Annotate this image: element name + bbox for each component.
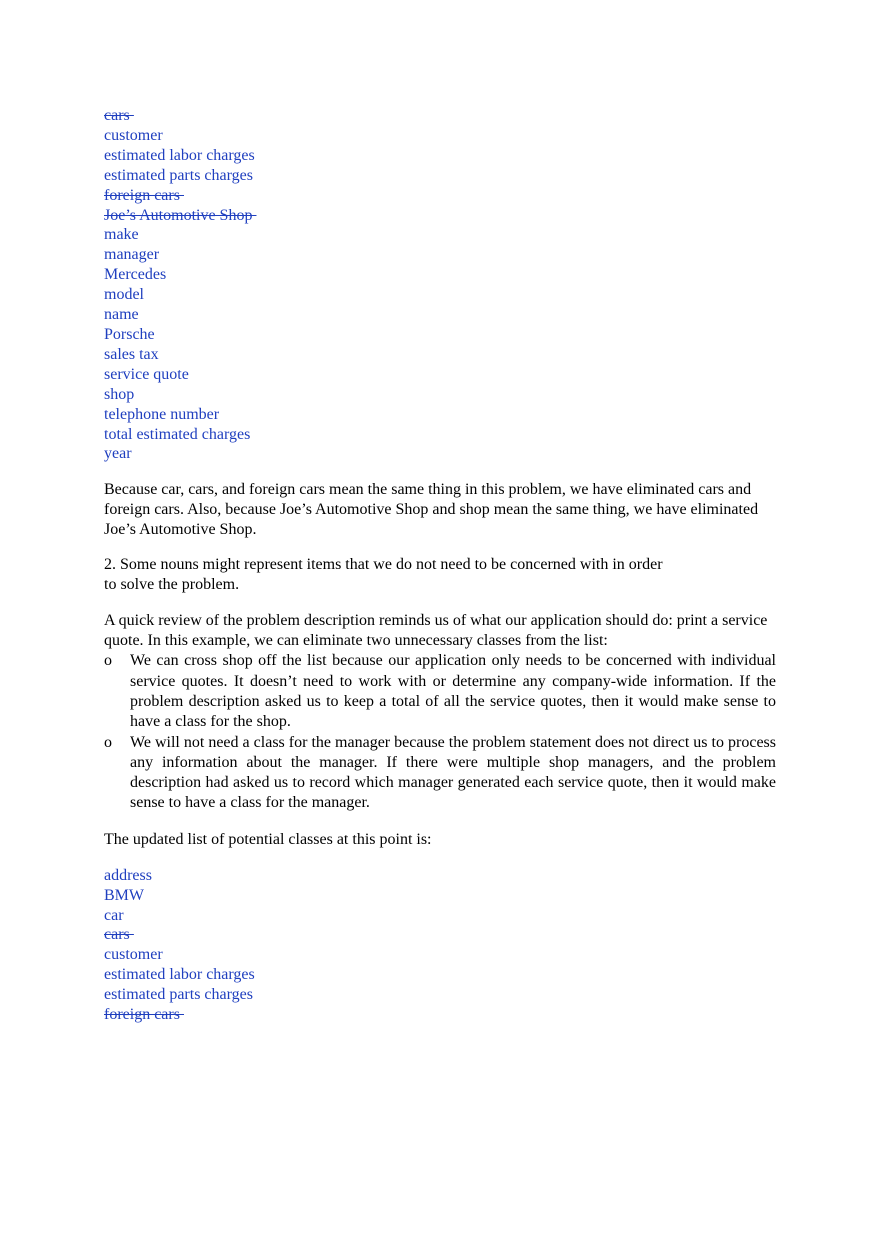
list-item: make <box>104 226 139 244</box>
page-content <box>104 106 776 1025</box>
list-item: customer <box>104 946 163 964</box>
bullet-marker: o <box>104 652 112 670</box>
class-list-second <box>104 866 776 1025</box>
bullet-marker: o <box>104 733 112 751</box>
list-item: manager <box>104 246 160 264</box>
list-item: sales tax <box>104 345 159 363</box>
list-item-struck: foreign cars <box>104 186 180 204</box>
list-item: name <box>104 306 139 324</box>
bullet-text: We can cross shop off the list because our application only needs to be concerned with individual service quotes. It doesn’t need to work with or determine any company-wide information. If the problem description asked us to keep a total of all the service quotes, then it would make sense to have a class for the shop. <box>130 652 776 731</box>
list-item: year <box>104 445 132 463</box>
step-two-line-2: to solve the problem. <box>104 576 240 594</box>
list-item-struck: Joe’s Automotive Shop <box>104 206 253 224</box>
list-item: address <box>104 866 152 884</box>
list-item: customer <box>104 126 163 144</box>
list-item-struck: cars <box>104 926 130 944</box>
list-item: Mercedes <box>104 266 167 284</box>
list-item: estimated parts charges <box>104 166 253 184</box>
list-item: Porsche <box>104 325 155 343</box>
list-item: estimated labor charges <box>104 966 255 984</box>
list-item: total estimated charges <box>104 425 251 443</box>
list-item: BMW <box>104 886 144 904</box>
class-list-first <box>104 106 776 464</box>
list-item: telephone number <box>104 405 220 423</box>
step-two-line-1: 2. Some nouns might represent items that we do not need to be concerned with in order <box>104 556 663 574</box>
list-item: estimated parts charges <box>104 986 253 1004</box>
bullet-text: We will not need a class for the manager because the problem statement does not direct us to process any information about the manager. If there were multiple shop managers, and the problem description had asked us to record which manager generated each service quote, then it would make sense to have a class for the manager. <box>130 733 776 812</box>
bullet-item <box>104 651 776 732</box>
paragraph-updated: The updated list of potential classes at this point is: <box>104 830 432 848</box>
list-item: model <box>104 286 144 304</box>
bullet-item <box>104 733 776 814</box>
paragraph-eliminated: Because car, cars, and foreign cars mean the same thing in this problem, we have eliminated cars and foreign cars. Also, because Joe’s Automotive Shop and shop mean the same thing, we have eliminated Joe’s Automotive Shop. <box>104 481 759 539</box>
list-item: car <box>104 906 124 924</box>
list-item: shop <box>104 385 135 403</box>
list-item: estimated labor charges <box>104 146 255 164</box>
list-item-struck: cars <box>104 107 130 124</box>
list-item: service quote <box>104 365 189 383</box>
bullet-list <box>104 651 776 813</box>
list-item-struck: foreign cars <box>104 1006 180 1024</box>
paragraph-review: A quick review of the problem description reminds us of what our application should do: print a service quote. In this example, we can eliminate two unnecessary classes from the list: <box>104 612 768 650</box>
step-two-heading <box>104 555 776 595</box>
